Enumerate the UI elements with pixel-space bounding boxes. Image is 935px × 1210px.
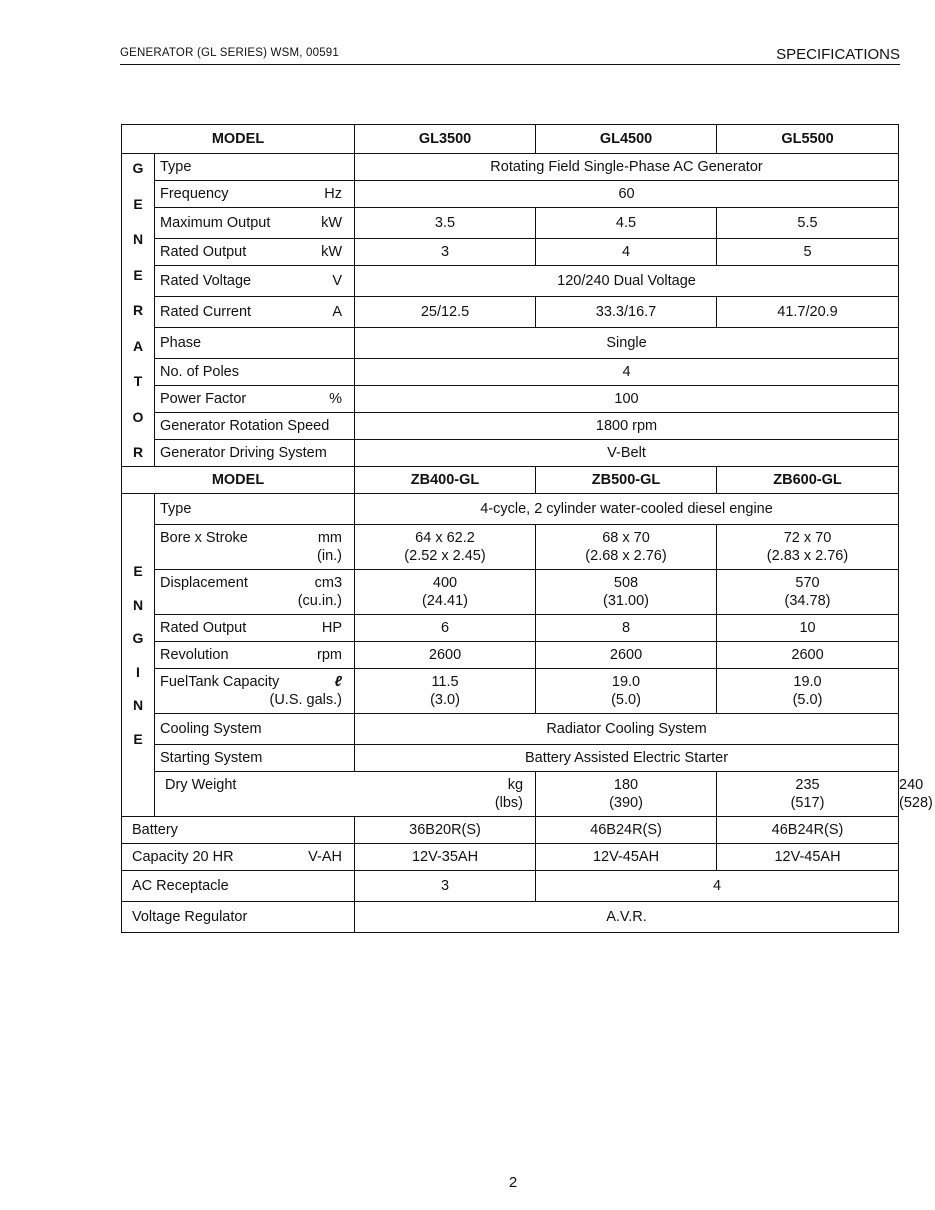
spec-value: 4.5 xyxy=(536,208,717,239)
spec-value-alt: (31.00) xyxy=(603,593,649,609)
spec-value: 4 xyxy=(536,239,717,266)
spec-value: 570 xyxy=(795,575,820,591)
spec-label: Rated Output xyxy=(160,620,247,636)
spec-value: Radiator Cooling System xyxy=(355,714,899,745)
spec-unit: V-AH xyxy=(308,849,343,865)
spec-value: 41.7/20.9 xyxy=(717,297,899,328)
spec-value: 508 xyxy=(613,575,639,591)
rated-output-row xyxy=(122,239,899,266)
spec-label: AC Receptacle xyxy=(122,871,355,902)
spec-label: Battery xyxy=(122,817,355,844)
rotation-speed-row xyxy=(122,413,899,440)
spec-value-cell xyxy=(717,525,899,570)
model-zb500-gl: ZB500-GL xyxy=(536,467,717,494)
spec-value: 3.5 xyxy=(355,208,536,239)
spec-value-cell xyxy=(717,570,899,615)
model-zb600-gl: ZB600-GL xyxy=(717,467,899,494)
ac-receptacle-row xyxy=(122,871,899,902)
engine-model-row xyxy=(122,467,899,494)
spec-unit: Hz xyxy=(324,186,343,202)
engine-type-row xyxy=(122,494,899,525)
rated-voltage-row xyxy=(122,266,899,297)
spec-value: 3 xyxy=(355,239,536,266)
section-letter: G xyxy=(132,160,144,176)
spec-label: Voltage Regulator xyxy=(122,902,355,933)
spec-value: 64 x 62.2 xyxy=(415,530,475,546)
spec-value: 400 xyxy=(432,575,458,591)
spec-label-cell xyxy=(155,386,355,413)
section-letter: E xyxy=(133,195,143,212)
frequency-row xyxy=(122,181,899,208)
spec-value: 12V-45AH xyxy=(536,844,717,871)
starting-system-row xyxy=(122,745,899,772)
spec-value: 12V-45AH xyxy=(717,844,899,871)
spec-value: Rotating Field Single-Phase AC Generator xyxy=(355,154,899,181)
spec-value-cell xyxy=(536,772,717,817)
driving-system-row xyxy=(122,440,899,467)
document-header-right: SPECIFICATIONS xyxy=(776,46,900,63)
spec-unit: kg xyxy=(507,777,524,793)
section-letter: O xyxy=(132,408,144,425)
fuel-tank-row xyxy=(122,669,899,714)
spec-value-cell xyxy=(536,570,717,615)
spec-label-cell xyxy=(155,239,355,266)
displacement-row xyxy=(122,570,899,615)
spec-value: 33.3/16.7 xyxy=(536,297,717,328)
spec-label-cell xyxy=(155,525,355,570)
section-letter: R xyxy=(132,444,144,460)
spec-value: 46B24R(S) xyxy=(717,817,899,844)
spec-unit: ℓ xyxy=(334,674,343,690)
spec-value: A.V.R. xyxy=(355,902,899,933)
spec-value: 235 xyxy=(795,777,820,793)
phase-row xyxy=(122,328,899,359)
spec-unit: rpm xyxy=(317,647,343,663)
spec-unit: cm3 xyxy=(314,575,343,591)
model-gl4500: GL4500 xyxy=(536,125,717,154)
spec-label-cell xyxy=(155,642,355,669)
rated-current-row xyxy=(122,297,899,328)
spec-value: 5 xyxy=(717,239,899,266)
spec-value: V-Belt xyxy=(355,440,899,467)
spec-label: Cooling System xyxy=(155,714,355,745)
spec-value-cell xyxy=(355,570,536,615)
spec-unit: HP xyxy=(321,620,343,636)
spec-value: 1800 rpm xyxy=(355,413,899,440)
spec-value: 68 x 70 xyxy=(602,530,650,546)
spec-value-alt: (2.68 x 2.76) xyxy=(585,548,667,564)
spec-value-alt: (5.0) xyxy=(792,692,823,708)
spec-label-cell xyxy=(155,570,355,615)
spec-value: 19.0 xyxy=(793,674,822,690)
bore-stroke-row xyxy=(122,525,899,570)
spec-label: Rated Voltage xyxy=(160,273,252,289)
spec-value-cell xyxy=(536,669,717,714)
spec-value: 46B24R(S) xyxy=(536,817,717,844)
spec-value: 6 xyxy=(355,615,536,642)
generator-model-row xyxy=(122,125,899,154)
spec-value-alt: (5.0) xyxy=(611,692,641,708)
specifications-table xyxy=(121,124,933,933)
spec-value-alt: (2.52 x 2.45) xyxy=(404,548,486,564)
spec-label: No. of Poles xyxy=(155,359,355,386)
spec-value-cell xyxy=(355,669,536,714)
generator-type-row xyxy=(122,154,899,181)
engine-section-label xyxy=(122,494,155,817)
poles-row xyxy=(122,359,899,386)
spec-label-cell xyxy=(155,181,355,208)
section-letter: T xyxy=(133,373,143,389)
spec-value: 12V-35AH xyxy=(355,844,536,871)
spec-value: 60 xyxy=(355,181,899,208)
spec-label-cell xyxy=(155,266,355,297)
cooling-system-row xyxy=(122,714,899,745)
spec-value-cell xyxy=(355,525,536,570)
model-gl5500: GL5500 xyxy=(717,125,899,154)
spec-unit-alt: (U.S. gals.) xyxy=(269,692,343,708)
spec-value: 2600 xyxy=(355,642,536,669)
spec-value-alt: (390) xyxy=(609,795,643,811)
document-header-left: GENERATOR (GL SERIES) WSM, 00591 xyxy=(120,47,339,59)
spec-value: 36B20R(S) xyxy=(355,817,536,844)
generator-section-label xyxy=(122,154,155,467)
voltage-regulator-row xyxy=(122,902,899,933)
spec-value-alt: (34.78) xyxy=(784,593,831,609)
power-factor-row xyxy=(122,386,899,413)
spec-value: 4-cycle, 2 cylinder water-cooled diesel engine xyxy=(355,494,899,525)
section-letter: E xyxy=(133,563,143,580)
spec-value: 3 xyxy=(355,871,536,902)
spec-value-cell xyxy=(717,772,899,817)
spec-value-cell xyxy=(536,525,717,570)
spec-label: FuelTank Capacity xyxy=(160,674,280,690)
battery-row xyxy=(122,817,899,844)
spec-unit-alt: (in.) xyxy=(317,548,343,564)
generator-model-label: MODEL xyxy=(122,125,355,154)
spec-value: 2600 xyxy=(536,642,717,669)
section-letter: R xyxy=(132,302,144,318)
spec-label: Frequency xyxy=(160,186,229,202)
spec-label: Rated Current xyxy=(160,304,252,320)
engine-model-label: MODEL xyxy=(122,467,355,494)
header-rule xyxy=(120,64,900,65)
spec-label: Dry Weight xyxy=(165,777,237,793)
spec-value: 2600 xyxy=(717,642,899,669)
section-letter: E xyxy=(133,730,143,747)
spec-unit: V xyxy=(332,273,343,289)
section-letter: A xyxy=(132,337,144,354)
engine-rated-output-row xyxy=(122,615,899,642)
spec-label: Displacement xyxy=(160,575,248,591)
spec-unit-alt: (lbs) xyxy=(494,795,524,811)
spec-value: 4 xyxy=(536,871,899,902)
spec-unit: A xyxy=(332,304,343,320)
spec-value: 180 xyxy=(613,777,639,793)
spec-value: 72 x 70 xyxy=(783,530,832,546)
section-letter: N xyxy=(132,697,144,714)
spec-value: 8 xyxy=(536,615,717,642)
max-output-row xyxy=(122,208,899,239)
spec-label-cell xyxy=(155,669,355,714)
capacity-row xyxy=(122,844,899,871)
spec-label: Generator Rotation Speed xyxy=(155,413,355,440)
spec-value-cell xyxy=(717,669,899,714)
section-letter: I xyxy=(136,663,140,680)
spec-value: 4 xyxy=(355,359,899,386)
spec-value: 11.5 xyxy=(431,674,459,690)
spec-unit: % xyxy=(329,391,343,407)
spec-value: 100 xyxy=(355,386,899,413)
spec-label: Generator Driving System xyxy=(155,440,355,467)
spec-unit-alt: (cu.in.) xyxy=(297,593,343,609)
spec-value-alt: (2.83 x 2.76) xyxy=(766,548,849,564)
spec-label-cell xyxy=(122,844,355,871)
spec-value: 25/12.5 xyxy=(355,297,536,328)
spec-label: Type xyxy=(155,494,355,525)
spec-label: Bore x Stroke xyxy=(160,530,248,546)
section-letter: G xyxy=(132,630,144,647)
dry-weight-row: Dry Weight kg (lbs) 180 (390) 235 (517) 240 (528) xyxy=(122,772,899,817)
spec-value-alt: (517) xyxy=(790,795,825,811)
section-letter: N xyxy=(132,596,144,613)
spec-label-cell xyxy=(155,772,536,817)
spec-value: 5.5 xyxy=(717,208,899,239)
spec-label: Type xyxy=(155,154,355,181)
spec-value-alt: (24.41) xyxy=(422,593,468,609)
spec-value: Single xyxy=(355,328,899,359)
spec-label: Capacity 20 HR xyxy=(132,849,234,865)
spec-label: Starting System xyxy=(155,745,355,772)
revolution-row xyxy=(122,642,899,669)
spec-unit: kW xyxy=(321,244,343,260)
spec-value: 120/240 Dual Voltage xyxy=(355,266,899,297)
spec-unit: mm xyxy=(317,530,343,546)
model-zb400-gl: ZB400-GL xyxy=(355,467,536,494)
spec-label: Revolution xyxy=(160,647,229,663)
spec-value: Battery Assisted Electric Starter xyxy=(355,745,899,772)
spec-label: Power Factor xyxy=(160,391,247,407)
spec-label: Maximum Output xyxy=(160,215,271,231)
page-number: 2 xyxy=(508,1174,518,1191)
spec-value: 10 xyxy=(717,615,899,642)
spec-value: 19.0 xyxy=(611,674,641,690)
spec-value-alt: (3.0) xyxy=(430,692,460,708)
spec-label: Phase xyxy=(155,328,355,359)
model-gl3500: GL3500 xyxy=(355,125,536,154)
section-letter: E xyxy=(133,266,143,283)
spec-label: Rated Output xyxy=(160,244,247,260)
spec-unit: kW xyxy=(321,215,343,231)
section-letter: N xyxy=(132,231,144,247)
spec-label-cell xyxy=(155,297,355,328)
spec-label-cell xyxy=(155,208,355,239)
spec-label-cell xyxy=(155,615,355,642)
